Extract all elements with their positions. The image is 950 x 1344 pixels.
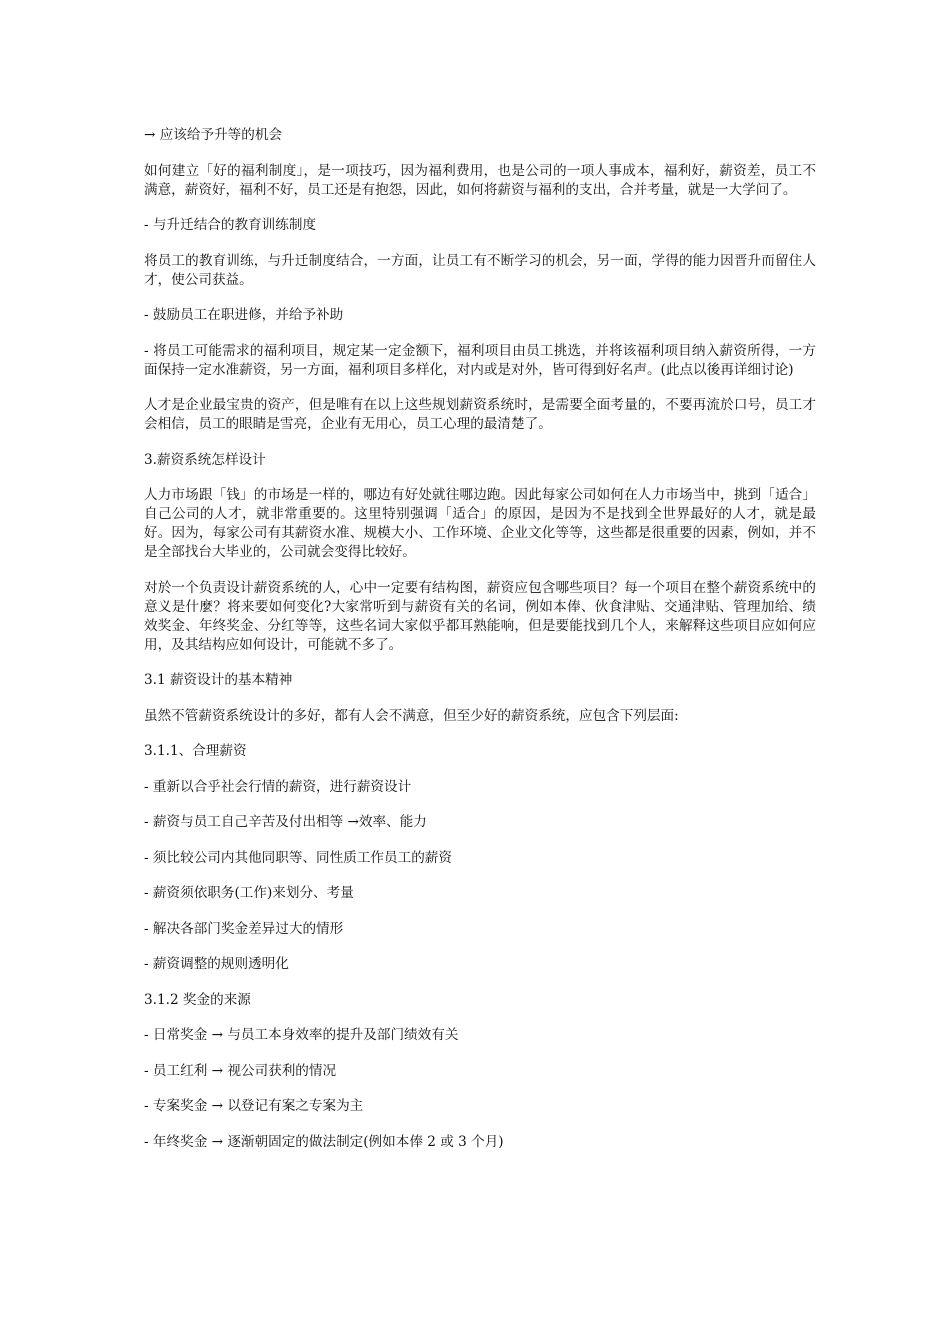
list-item: - 日常奖金 → 与员工本身效率的提升及部门绩效有关	[144, 1027, 459, 1043]
list-item: - 须比较公司内其他同职等、同性质工作员工的薪资	[144, 849, 452, 866]
section-heading-3-1-2: 3.1.2 奖金的来源	[144, 991, 251, 1008]
bullet-welfare-items: - 将员工可能需求的福利项目，规定某一定金额下，福利项目由员工挑选，并将该福利项目纳入薪资所得，一方面保持一定水准薪资，另一方面，福利项目多样化，对内或是对外，皆可得到好名声。(此点以後再详细讨论)	[144, 342, 816, 378]
list-item: - 员工红利 → 视公司获利的情况	[144, 1062, 337, 1079]
paragraph-talent-asset: 人才是企业最宝贵的资产，但是唯有在以上这些规划薪资系统时，是需要全面考量的，不要再流於口号，员工才会相信，员工的眼睛是雪亮，企业有无用心，员工心理的最清楚了。	[144, 397, 816, 432]
document-page	[144, 126, 816, 1168]
list-item: - 薪资须依职务(工作)来划分、考量	[144, 885, 354, 901]
section-heading-3-1: 3.1 薪资设计的基本精神	[144, 672, 293, 688]
list-item: - 薪资与员工自己辛苦及付出相等 →效率、能力	[144, 814, 427, 830]
list-item: - 薪资调整的规则透明化	[144, 956, 289, 972]
bullet-training-promotion: - 与升迁结合的教育训练制度	[144, 217, 317, 233]
paragraph-training: 将员工的教育训练，与升迁制度结合，一方面，让员工有不断学习的机会，另一面，学得的能力因晋升而留住人才，使公司获益。	[144, 252, 816, 288]
paragraph-salary-levels: 虽然不管薪资系统设计的多好，都有人会不满意，但至少好的薪资系统，应包含下列层面:	[144, 707, 679, 724]
list-item: - 专案奖金 → 以登记有案之专案为主	[144, 1098, 364, 1114]
paragraph-welfare-system: 如何建立「好的福利制度」，是一项技巧，因为福利费用，也是公司的一项人事成本，福利好，薪资差，员工不满意，薪资好，福利不好，员工还是有抱怨，因此，如何将薪资与福利的支出，合并考量，就是一大学问了。	[144, 162, 816, 198]
list-item: - 重新以合乎社会行情的薪资，进行薪资设计	[144, 778, 412, 795]
bullet-promotion-opportunity: → 应该给予升等的机会	[144, 127, 283, 143]
list-item: - 解决各部门奖金差异过大的情形	[144, 920, 344, 937]
paragraph-labor-market: 人力市场跟「钱」的市场是一样的，哪边有好处就往哪边跑。因此每家公司如何在人力市场当中，挑到「适合」自己公司的人才，就非常重要的。这里特别强调「适合」的原因，是因为不是找到全世界最好的人才，就是最好。因为，每家公司有其薪资水准、规模大小、工作环境、企业文化等等，这些都是很重要的因素，例如，并不是全部找台大毕业的，公司就会变得比较好。	[144, 487, 816, 560]
section-heading-3-1-1: 3.1.1、合理薪资	[144, 743, 247, 759]
list-item: - 年终奖金 → 逐渐朝固定的做法制定(例如本俸 2 或 3 个月)	[144, 1133, 504, 1150]
section-heading-3: 3.薪资系统怎样设计	[144, 451, 266, 468]
paragraph-salary-structure: 对於一个负责设计薪资系统的人，心中一定要有结构图，薪资应包含哪些项目？每一个项目在整个薪资系统中的意义是什麼？将来要如何变化?大家常听到与薪资有关的名词，例如本俸、伙食津贴、交通津贴、管理加给、绩效奖金、年终奖金、分红等等，这些名词大家似乎都耳熟能响，但是要能找到几个人，来解释这些项目应如何应用，及其结构应如何设计，可能就不多了。	[144, 579, 816, 653]
bullet-further-study: - 鼓励员工在职进修，并给予补助	[144, 307, 344, 323]
